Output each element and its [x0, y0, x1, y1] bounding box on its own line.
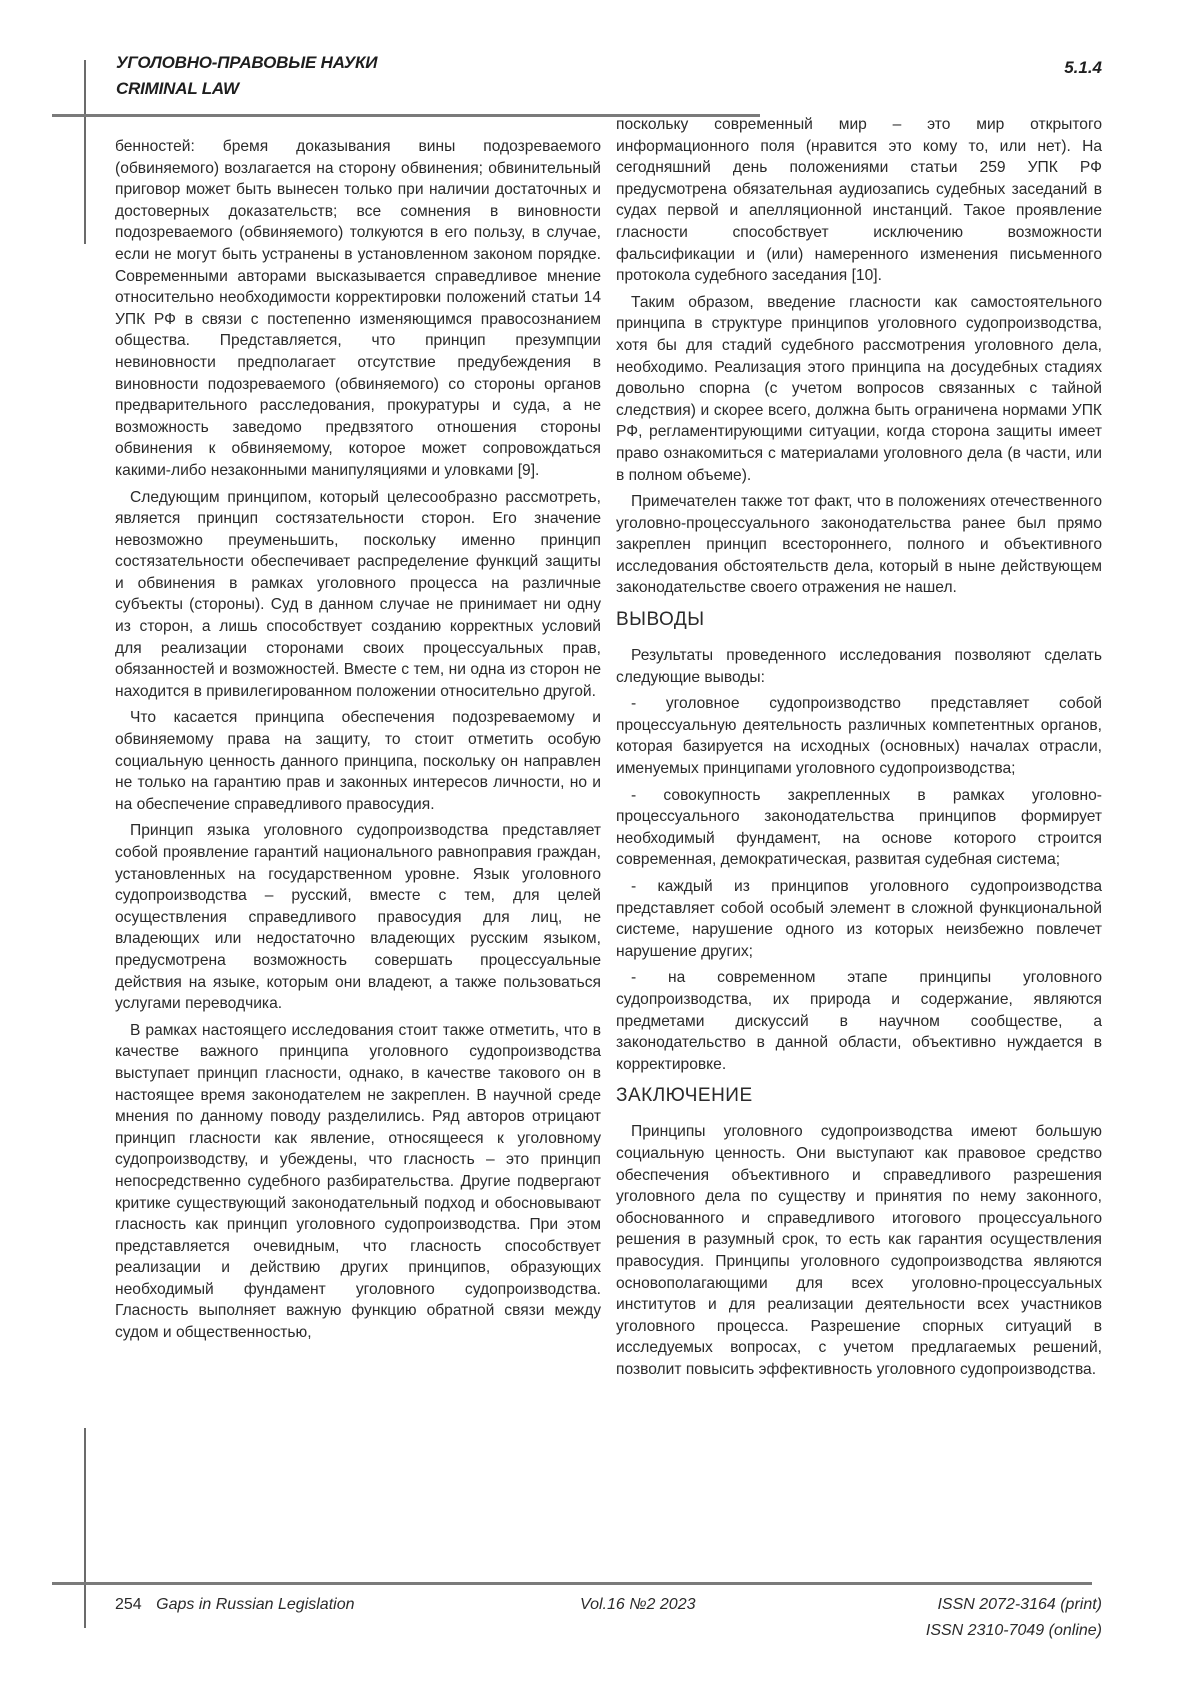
footer-issn	[926, 1592, 1102, 1644]
paragraph: Таким образом, введение гласности как самостоятельного принципа в структуре принципов уголовного судопроизводства, хотя бы для стадий судебного рассмотрения уголовного дела, необходимо. Реализация этого принципа на досудебных стадиях довольно спорна (с учетом вопросов связанных с тайной следствия) и скорее всего, должна быть ограничена нормами УПК РФ, регламентирующими ситуации, когда сторона защиты имеет право ознакомиться с материалами уголовного дела (в части, или в полном объеме).	[616, 293, 1102, 484]
paragraph: Что касается принципа обеспечения подозреваемому и обвиняемому права на защиту, то стоит отметить особую социальную ценность данного принципа, поскольку он направлен не только на гарантию прав и законных интересов личности, но и на обеспечение справедливого правосудия.	[115, 709, 601, 813]
list-item: - на современном этапе принципы уголовного судопроизводства, их природа и содержание, являются предметами дискуссий в научном сообществе, а законодательство в данной области, объективно нуждается в корректировке.	[616, 969, 1102, 1073]
paragraph: Примечателен также тот факт, что в положениях отечественного уголовно-процессуального законодательства ранее был прямо закреплен принцип всестороннего, полного и объективного исследования обстоятельств дела, который в ныне действующем законодательстве своего отражения не нашел.	[616, 493, 1102, 597]
section-title-en: CRIMINAL LAW	[116, 79, 239, 98]
header-vertical-rule	[84, 60, 86, 244]
running-header	[116, 50, 377, 102]
journal-name: Gaps in Russian Legislation	[156, 1596, 355, 1613]
paragraph: Следующим принципом, который целесообразно рассмотреть, является принцип состязательности сторон. Его значение невозможно преуменьшить, поскольку именно принцип состязательности обеспечивает распределение функций защиты и обвинения в рамках уголовного процесса на различные субъекты (стороны). Суд в данном случае не принимает ни одну из сторон, а лишь способствует созданию корректных условий для реализации сторонами своих процессуальных прав, обязанностей и возможностей. Вместе с тем, ни одна из сторон не находится в привилегированном положении относительно другой.	[115, 488, 601, 700]
list-item: - уголовное судопроизводство представляет собой процессуальную деятельность различных компетентных органов, которая базируется на исходных (основных) началах отрасли, именуемых принципами уголовного судопроизводства;	[616, 695, 1102, 778]
list-item: - каждый из принципов уголовного судопроизводства представляет собой особый элемент в сложной функциональной системе, нарушение одного из которых неизбежно повлечет нарушение других;	[616, 878, 1102, 960]
paragraph: бенностей: бремя доказывания вины подозреваемого (обвиняемого) возлагается на сторону обвинения; обвинительный приговор может быть вынесен только при наличии достаточных и достоверных доказательств; все сомнения в виновности подозреваемого (обвиняемого) толкуются в его пользу, в случае, если не могут быть устранены в установленном законом порядке. Современными авторами высказывается справедливое мнение относительно необходимости корректировки положений статьи 14 УПК РФ в связи с постепенно изменяющимся правосознанием общества. Представляется, что принцип презумпции невиновности предполагает отсутствие предубеждения в виновности подозреваемого (обвиняемого) со стороны органов предварительного расследования, прокуратуры и суда, а не возможность заведомо предвзятого отношения стороны обвинения к обвиняемому, которое может сопровождаться какими-либо незаконными манипуляциями и уловками [9].	[115, 138, 601, 479]
paragraph: Результаты проведенного исследования позволяют сделать следующие выводы:	[616, 647, 1102, 686]
section-code: 5.1.4	[1064, 58, 1102, 77]
page-number: 254	[115, 1596, 142, 1613]
paragraph: Принцип языка уголовного судопроизводства представляет собой проявление гарантий национального равноправия граждан, установленных на государственном уровне. Язык уголовного судопроизводства – русский, вместе с тем, для целей осуществления справедливого правосудия для лиц, не владеющих или недостаточно владеющих русским языком, предусмотрена возможность совершать процессуальные действия на языке, которым они владеют, а также пользоваться услугами переводчика.	[115, 822, 601, 1013]
left-column	[115, 136, 601, 1349]
right-column	[616, 114, 1102, 1385]
list-item: - совокупность закрепленных в рамках уголовно-процессуального законодательства принципов формирует необходимый фундамент, на основе которого строится современная, демократическая, развитая судебная система;	[616, 786, 1102, 869]
paragraph: В рамках настоящего исследования стоит также отметить, что в качестве важного принципа уголовного судопроизводства выступает принцип гласности, однако, в качестве такового он в настоящее время законодателем не закреплен. В научной среде мнения по данному поводу разделились. Ряд авторов отрицают принцип гласности как явление, относящееся к уголовному судопроизводству, и убеждены, что гласность – это принцип непосредственно судебного разбирательства. Другие подвергают критике существующий законодательный подход и обосновывают гласность как принцип уголовного судопроизводства. При этом представляется очевидным, что гласность способствует реализации и действию других принципов, образующих необходимый фундамент уголовного судопроизводства. Гласность выполняет важную функцию обратной связи между судом и общественностью,	[115, 1021, 601, 1342]
issn-print: ISSN 2072-3164 (print)	[937, 1596, 1102, 1613]
volume-issue-year: Vol.16 №2 2023	[580, 1596, 696, 1613]
footer-horizontal-rule	[52, 1582, 1092, 1585]
paragraph: поскольку современный мир – это мир открытого информационного поля (нравится это кому то, или нет). На сегодняшний день положениями статьи 259 УПК РФ предусмотрена обязательная аудиозапись судебных заседаний в судах первой и апелляционной инстанций. Такое проявление гласности способствует исключению возможности фальсификации и (или) намеренного изменения письменного протокола судебного заседания [10].	[616, 116, 1102, 285]
paragraph: Принципы уголовного судопроизводства имеют большую социальную ценность. Они выступают как правовое средство обеспечения объективного и справедливого разрешения уголовного дела по существу и принятия по нему законного, обоснованного и справедливого итогового процессуального решения в разумный срок, то есть как гарантия осуществления правосудия. Принципы уголовного судопроизводства являются основополагающими для всех уголовно-процессуальных институтов и для реализации деятельности всех участников уголовного процесса. Разрешение спорных ситуаций в исследуемых вопросах, с учетом предлагаемых решений, позволит повысить эффективность уголовного судопроизводства.	[616, 1123, 1102, 1378]
conclusions-heading: ВЫВОДЫ	[616, 609, 705, 631]
footer-vertical-rule	[84, 1428, 86, 1628]
summary-heading: ЗАКЛЮЧЕНИЕ	[616, 1085, 753, 1107]
issn-online: ISSN 2310-7049 (online)	[925, 1622, 1102, 1639]
section-title-ru: УГОЛОВНО-ПРАВОВЫЕ НАУКИ	[116, 53, 378, 72]
footer-journal	[115, 1596, 355, 1614]
